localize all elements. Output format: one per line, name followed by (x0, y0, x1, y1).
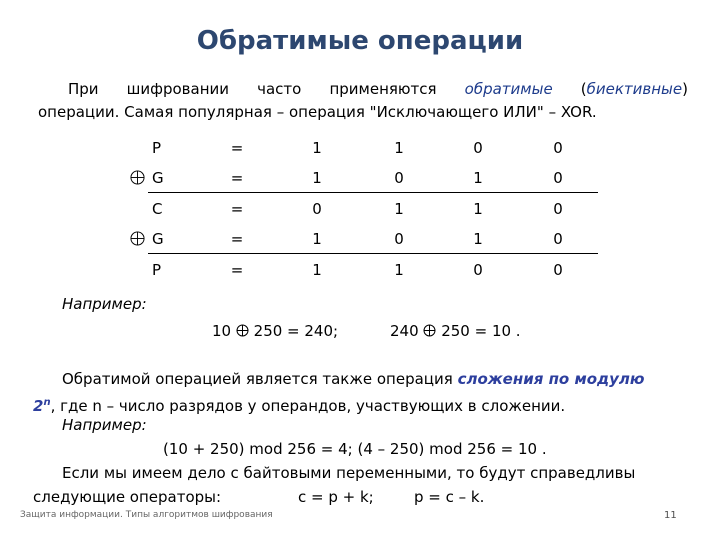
table-equals: = (230, 169, 244, 187)
para2-line-6b: c = p + k; (298, 488, 374, 506)
result: 250 = 10 . (441, 322, 521, 340)
table-cell: 1 (312, 261, 322, 279)
table-cell: 0 (312, 200, 322, 218)
example-formula-2 (390, 320, 521, 342)
intro-line-2: операции. Самая популярная – операция "Исключающего ИЛИ" – XOR. (38, 103, 597, 121)
para2-line-1 (62, 368, 645, 390)
table-cell: 1 (394, 139, 404, 157)
page-number: 11 (664, 510, 677, 521)
table-cell: 1 (312, 230, 322, 248)
para2-text: Обратимой операцией является также операция (62, 370, 458, 388)
table-equals: = (230, 200, 244, 218)
footer-text: Защита информации. Типы алгоритмов шифрования (20, 510, 273, 520)
intro-line-1 (68, 78, 688, 100)
table-divider-2 (148, 253, 598, 254)
operand: 240 (390, 322, 419, 340)
intro-text: При шифровании часто применяются (68, 80, 465, 98)
table-cell: 0 (394, 230, 404, 248)
table-cell: 0 (473, 261, 483, 279)
xor-icon (130, 170, 145, 185)
table-equals: = (230, 139, 244, 157)
example-label-2: Например: (62, 416, 147, 434)
operand: 10 (212, 322, 232, 340)
table-cell: 1 (394, 261, 404, 279)
result: 250 = 240; (253, 322, 339, 340)
example-formula-3: (10 + 250) mod 256 = 4; (4 – 250) mod 256 = 10 . (163, 440, 547, 458)
xor-icon (130, 231, 145, 246)
example-label: Например: (62, 295, 147, 313)
table-row-label: G (152, 230, 164, 248)
table-row-label: P (152, 139, 162, 157)
table-divider-1 (148, 192, 598, 193)
table-cell: 0 (553, 230, 563, 248)
table-equals: = (230, 261, 244, 279)
para2-line-6c: p = c – k. (414, 488, 485, 506)
term-modular-addition: сложения по модулю (457, 370, 645, 388)
table-cell: 1 (473, 200, 483, 218)
table-cell: 0 (553, 139, 563, 157)
modulus-base: 2 (33, 397, 44, 415)
paren-close: ) (682, 80, 688, 98)
table-cell: 0 (553, 169, 563, 187)
para2-line-5: Если мы имеем дело с байтовыми переменными, то будут справедливы (62, 464, 636, 482)
table-cell: 1 (394, 200, 404, 218)
para2-text: , где n – число разрядов у операндов, участвующих в сложении. (50, 397, 566, 415)
table-cell: 1 (312, 169, 322, 187)
table-cell: 0 (553, 200, 563, 218)
xor-icon (423, 324, 436, 337)
table-row-label: C (152, 200, 163, 218)
page-title: Обратимые операции (196, 26, 524, 56)
table-cell: 1 (473, 230, 483, 248)
example-formula-1 (212, 320, 338, 342)
xor-icon (236, 324, 249, 337)
table-equals: = (230, 230, 244, 248)
table-cell: 0 (553, 261, 563, 279)
table-cell: 0 (473, 139, 483, 157)
table-cell: 0 (394, 169, 404, 187)
term-bijective: биективные (586, 80, 683, 98)
paren-open: ( (552, 80, 587, 98)
table-row-label: G (152, 169, 164, 187)
table-cell: 1 (473, 169, 483, 187)
table-row-label: P (152, 261, 162, 279)
modulus-exponent: n (43, 397, 51, 408)
table-cell: 1 (312, 139, 322, 157)
term-reversible: обратимые (464, 80, 553, 98)
para2-line-6a: следующие операторы: (33, 488, 222, 506)
